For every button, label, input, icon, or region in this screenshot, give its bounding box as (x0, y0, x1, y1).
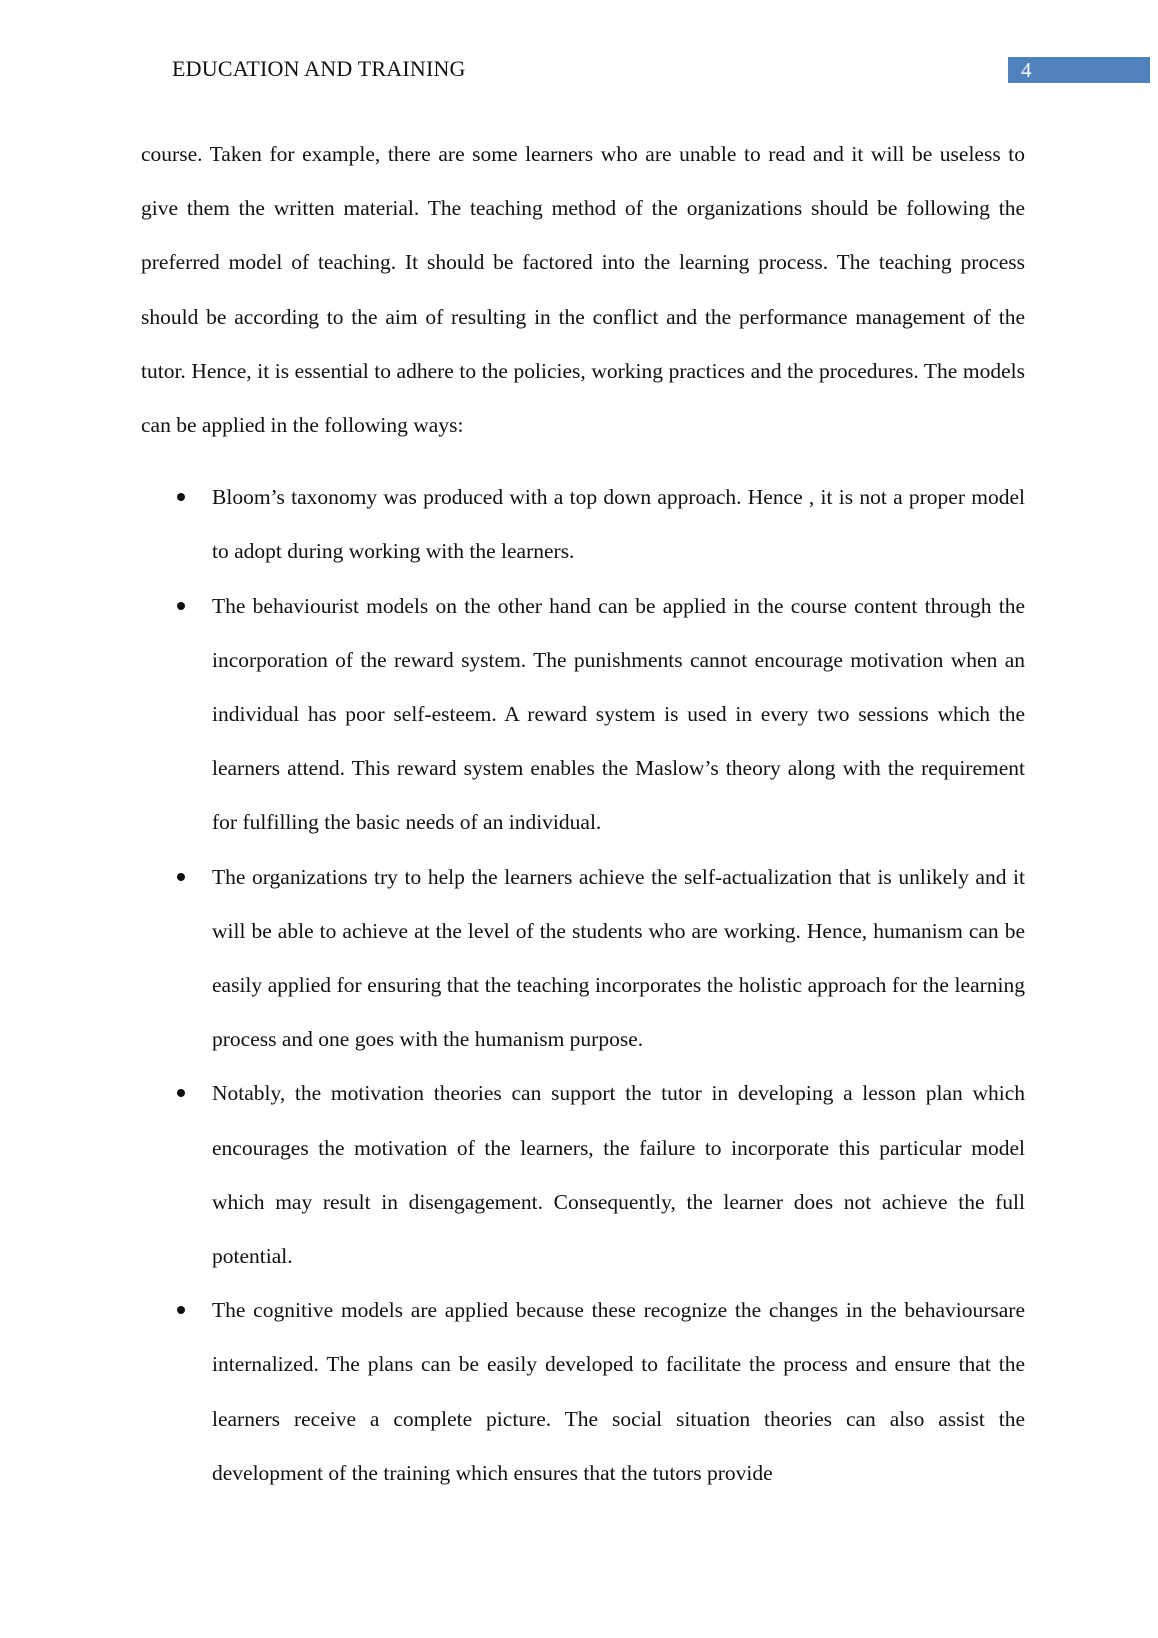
bullet-dot-icon (177, 602, 185, 610)
bullet-dot-icon (177, 493, 185, 501)
bullet-item-behaviourist (141, 579, 1025, 850)
intro-paragraph: course. Taken for example, there are some learners who are unable to read and it will be useless to give them the written material. The teaching method of the organizations should be following the preferred model of teaching. It should be factored into the learning process. The teaching process should be according to the aim of resulting in the conflict and the performance management of the tutor. Hence, it is essential to adhere to the policies, working practices and the procedures. The models can be applied in the following ways: (141, 142, 1025, 438)
page-number: 4 (1021, 58, 1032, 82)
document-body (141, 127, 1025, 1500)
bullet-dot-icon (177, 873, 185, 881)
bullet-item-motivation (141, 1066, 1025, 1283)
bullet-item-cognitive (141, 1283, 1025, 1500)
running-head: EDUCATION AND TRAINING (172, 56, 466, 81)
bullet-list (141, 470, 1025, 1500)
bullet-item-humanism (141, 850, 1025, 1067)
page-number-badge (1008, 57, 1150, 83)
bullet-text: Notably, the motivation theories can support the tutor in developing a lesson plan which encourages the motivation of the learners, the failure to incorporate this particular model which may result in disengagement. Consequently, the learner does not achieve the full potential. (212, 1081, 1025, 1269)
bullet-item-bloom (141, 470, 1025, 578)
bullet-text: Bloom’s taxonomy was produced with a top down approach. Hence , it is not a proper model to adopt during working with the learners. (212, 485, 1025, 564)
bullet-dot-icon (177, 1306, 185, 1314)
bullet-dot-icon (177, 1089, 185, 1097)
bullet-text: The cognitive models are applied because these recognize the changes in the behavioursare internalized. The plans can be easily developed to facilitate the process and ensure that the learners receive a complete picture. The social situation theories can also assist the development of the training which ensures that the tutors provide (212, 1298, 1025, 1485)
bullet-text: The behaviourist models on the other hand can be applied in the course content through the incorporation of the reward system. The punishments cannot encourage motivation when an individual has poor self-esteem. A reward system is used in every two sessions which the learners attend. This reward system enables the Maslow’s theory along with the requirement for fulfilling the basic needs of an individual. (212, 593, 1025, 835)
bullet-text: The organizations try to help the learners achieve the self-actualization that is unlikely and it will be able to achieve at the level of the students who are working. Hence, humanism can be easily applied for ensuring that the teaching incorporates the holistic approach for the learning process and one goes with the humanism purpose. (212, 864, 1025, 1052)
